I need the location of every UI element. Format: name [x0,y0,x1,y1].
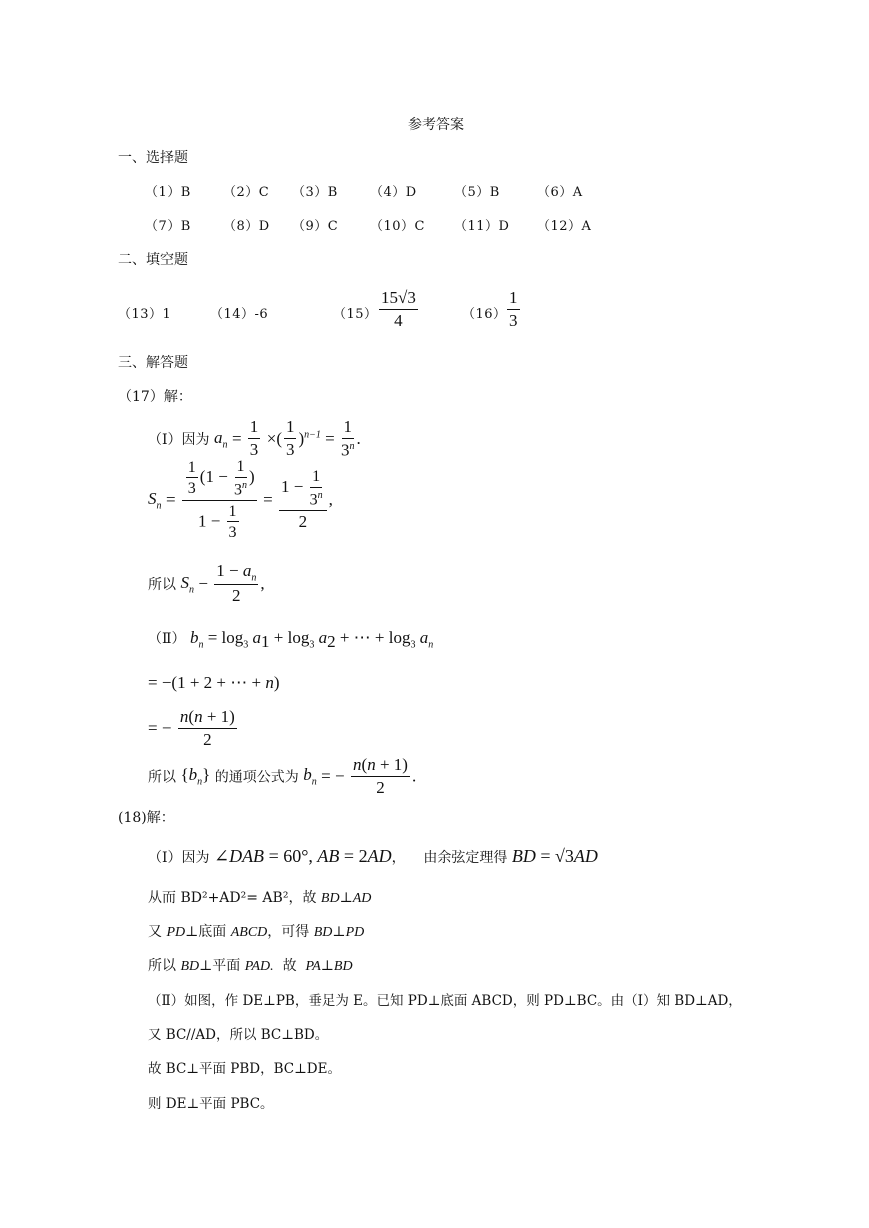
choice-answer: （2）C [223,185,270,200]
q18-l3-pre: 又 [148,924,162,940]
fraction-denominator: 4 [394,310,403,330]
fraction-denominator: 3 [509,310,518,330]
q17-part2-label: （Ⅱ） [148,631,186,647]
q17-step-result: = − $\frac{n(n + 1)}{2}$ [148,707,235,749]
q18-l3-it3: BD⊥PD [313,925,365,940]
fill-answer-14: （14）-6 [210,307,269,322]
q17-so-label: 所以 [148,577,176,594]
q17-conclusion: 所以 $\{b_n\}$ 的通项公式为 $b_n$ = − $\frac{n(n + 1)}{2}$ . [148,755,417,797]
choice-answer: （4）D [370,185,417,200]
fill-answer-15 [377,289,420,330]
q17-heading: （17）解： [118,389,192,405]
q18-l3-it1: PD⊥ [166,925,199,940]
q18-heading: (18)解： [118,810,175,826]
q18-l2: 从而 BD²+AD²= AB²，故 [148,890,317,906]
q17-so-line: 所以 $S_n$ − $\frac{1 - a_n}{2}$ , [148,561,265,606]
q18-line-2 [148,887,371,907]
choice-answer: （12）A [537,219,592,234]
fill-answer-16-label: （16） [462,307,507,322]
section-heading-fill: 二、填空题 [118,252,188,268]
choice-answer: （10）C [370,219,425,234]
q17-sum-formula: $S_n$ = $\frac{1}{3}$ (1 − $\frac{1}{3^n}$ ) 1 − $\frac{1}{3}$ = 1 − $\frac{1}{3^n}$ 2 , [148,458,333,542]
fill-answer-13: （13）1 [118,307,172,322]
q18-line-7: 故 BC⊥平面 PBD，BC⊥DE。 [148,1061,341,1077]
q18-line-5: （Ⅱ）如图，作 DE⊥PB，垂足为 E。已知 PD⊥底面 ABCD，则 PD⊥BC。由（Ⅰ）知 BD⊥AD， [148,993,742,1009]
q18-l1-mid: 由余弦定理得 [423,850,508,866]
q18-line-3 [148,921,364,941]
q17-conclusion-pre: 所以 [148,769,176,786]
q17-part1-label: （Ⅰ）因为 [148,432,210,449]
q18-l2-it: BD⊥AD [320,891,372,906]
choice-answer: （6）A [537,185,583,200]
choice-answer: （7）B [145,219,191,234]
q17-part1-line: （Ⅰ）因为 $a_n$ = $\frac{1}{3}$ ×( $\frac{1}{3}$ )$^{n-1}$ = $\frac{1}{3^n}$ . [148,417,361,460]
fraction-numerator: 15√3 [379,289,418,310]
q17-part2-line: （Ⅱ） $b_n = \log_3 a_1 + \log_3 a_2$ + ⋯ + $\log_3 a_n$ [148,628,434,651]
choice-answer: （8）D [223,219,270,234]
q18-l3-mid2: ，可得 [267,924,310,940]
q18-l4-mid: 平面 [212,958,241,974]
choice-answer: （5）B [454,185,500,200]
q18-l1-pre: （Ⅰ）因为 [148,850,210,866]
q18-line-4 [148,955,353,975]
q18-l4-mid2: 故 [282,958,297,974]
q18-l4-pre: 所以 [148,958,176,974]
q18-l4-it3: PA⊥BD [305,959,353,974]
q17-conclusion-mid: 的通项公式为 [214,769,299,786]
page-title: 参考答案 [408,117,464,133]
q18-l3-mid: 底面 [198,924,227,940]
q18-l4-it2: PAD. [244,959,274,974]
q18-line-8: 则 DE⊥平面 PBC。 [148,1096,274,1112]
choice-answer: （9）C [292,219,339,234]
q18-l3-it2: ABCD [230,925,268,940]
fraction-numerator: 1 [507,289,520,310]
section-heading-solution: 三、解答题 [118,355,188,371]
choice-answer: （11）D [454,219,510,234]
choice-answer: （3）B [292,185,338,200]
q18-line-1: （Ⅰ）因为 ∠DAB = 60°, AB = 2AD， 由余弦定理得 BD = √3AD [148,846,598,866]
q18-line-6: 又 BC//AD，所以 BC⊥BD。 [148,1027,329,1043]
fill-answer-15-label: （15） [333,307,378,322]
choice-answer: （1）B [145,185,191,200]
q18-l4-it1: BD⊥ [180,959,213,974]
q17-step-sum: = −(1 + 2 + ⋯ + n) [148,673,280,692]
fill-answer-16 [505,289,522,330]
section-heading-choice: 一、选择题 [118,150,188,166]
